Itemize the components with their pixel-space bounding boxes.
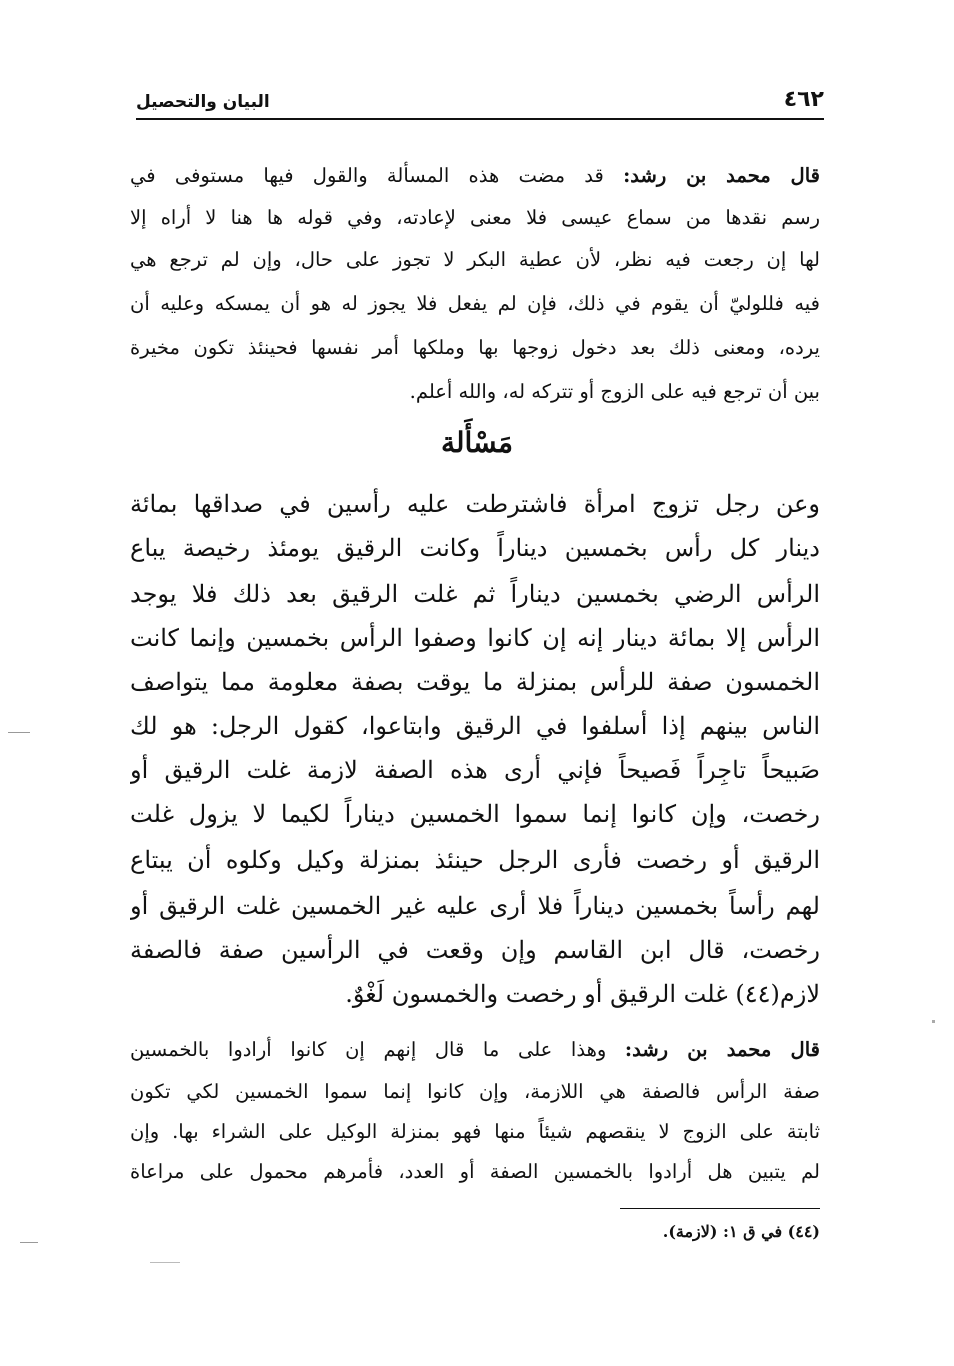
commentary-text: وهذا على ما قال إنهم إن كانوا أرادوا بالخمسين: [130, 1038, 607, 1061]
commentary-line: ثابتة على الزوج لا ينقصهم شيئاً منها فهو بمنزلة الوكيل على الشراء بها. وإن: [130, 1120, 820, 1143]
main-text-line: لهم رأساً بخمسين ديناراً فلا أرى عليه غير الخمسين غلت الرقيق أو: [130, 892, 820, 920]
scan-artifact: [932, 1020, 935, 1023]
header-rule: [136, 118, 824, 120]
scan-artifact: [20, 1242, 38, 1243]
speaker-label: قال محمد بن رشد:: [623, 164, 820, 187]
main-text-line: لازم(٤٤) غلت الرقيق أو رخصت والخمسون لَغْوٌ.: [345, 980, 820, 1008]
scan-artifact: [150, 1262, 180, 1263]
section-heading: مَسْأَلة: [440, 426, 514, 459]
book-title: البيان والتحصيل: [136, 92, 270, 112]
footnote: (٤٤) في ق ١: (لازمة).: [662, 1222, 820, 1241]
commentary-line: رسم نقدها من سماع عيسى فلا معنى لإعادته، وفي قوله ها هنا لا أراه إلا: [130, 206, 820, 229]
main-text-line: الخمسون صفة للرأس بمنزلة ما يوقت بصفة معلومة مما يتواصف: [130, 668, 820, 696]
main-text-line: الرأس إلا بمائة دينار إنه إن كانوا وصفوا الرأس بخمسين وإنما كانت: [130, 624, 820, 652]
commentary-text: قد مضت هذه المسألة والقول فيها مستوفى في: [130, 164, 604, 187]
main-text-line: دينار كل رأس بخمسين ديناراً وكانت الرقيق يومئذ رخيصة يباع: [130, 534, 820, 562]
main-text-line: الرقيق أو رخصت فأرى الرجل حينئذ بمنزلة وكيل وكلوه أن يبتاع: [130, 846, 820, 874]
commentary-line: لها إن رجعت فيه نظر، لأن عطية البكر لا تجوز على حال، وإن لم ترجع هي: [130, 248, 820, 271]
main-text-line: صَبيحاً تاجِراً فَصيحاً فإني أرى هذه الصفة لازمة غلت الرقيق أو: [130, 756, 820, 784]
commentary-line: لم يتبين هل أرادوا بالخمسين الصفة أو العدد، فأمرهم محمول على مراعاة: [130, 1160, 820, 1183]
commentary-line: [130, 1030, 820, 1070]
page-header: [136, 82, 824, 112]
commentary-line: صفة الرأس فالصفة هي اللازمة، وإن كانوا إنما سموا الخمسين لكي تكون: [130, 1080, 820, 1103]
main-text-line: وعن رجل تزوج امرأة فاشترطت عليه رأسين في صداقها بمائة: [130, 490, 820, 518]
commentary-line: [130, 156, 820, 196]
scan-artifact: [8, 732, 30, 733]
main-text-line: رخصت، قال ابن القاسم وإن وقعت في الرأسين صفة فالصفة: [130, 936, 820, 964]
footnote-rule: [620, 1208, 820, 1209]
commentary-line: يرده، ومعنى ذلك بعد دخول زوجها بها وملكها أمر نفسها فحينئذ تكون مخيرة: [130, 336, 820, 359]
speaker-label: قال محمد بن رشد:: [624, 1038, 820, 1061]
commentary-line: فيه فللوليّ أن يقوم في ذلك، فإن لم يفعل فلا يجوز له هو أن يمسكه وعليه أن: [130, 292, 820, 315]
main-text-line: الرأس الرضي بخمسين ديناراً ثم غلت الرقيق بعد ذلك فلا يوجد: [130, 580, 820, 608]
commentary-line: بين أن ترجع فيه على الزوج أو تتركه له، والله أعلم.: [409, 380, 820, 403]
main-text-line: الناس بينهم إذا أسلفوا في الرقيق وابتاعوا، كقول الرجل: هو لك: [130, 712, 820, 740]
main-text-line: رخصت، وإن كانوا إنما سموا الخمسين ديناراً لكيما لا يزول غلت: [130, 800, 820, 828]
page-number: ٤٦٢: [783, 87, 824, 112]
